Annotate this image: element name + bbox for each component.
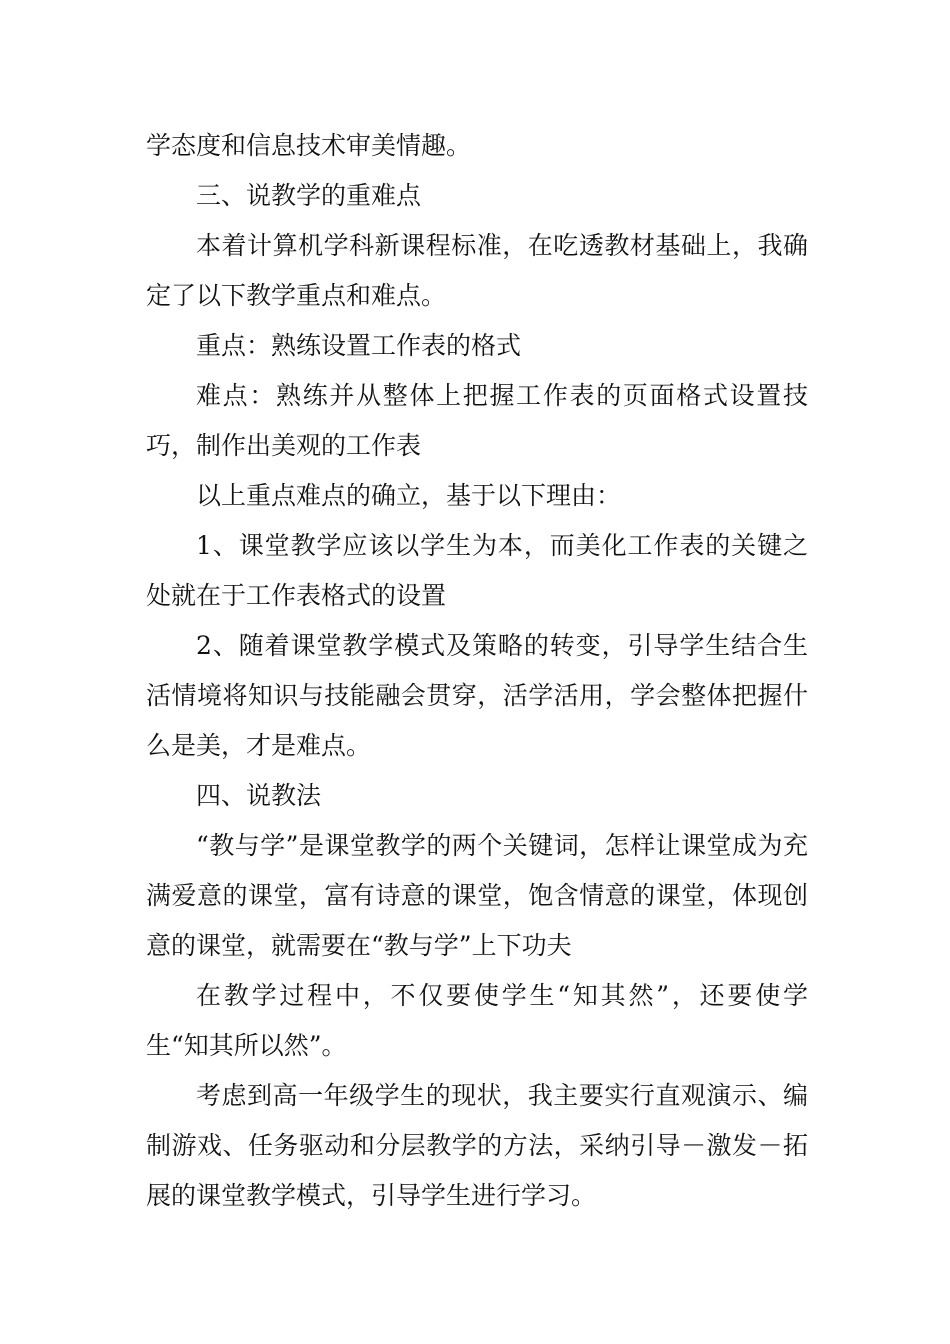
paragraph-key-point: 重点：熟练设置工作表的格式 [196, 331, 522, 360]
section-heading-difficulties: 三、说教学的重难点 [196, 181, 422, 210]
paragraph-continued: 学态度和信息技术审美情趣。 [146, 131, 472, 160]
document-page [146, 121, 808, 1221]
paragraph: 考虑到高一年级学生的现状，我主要实行直观演示、编制游戏、任务驱动和分层教学的方法，采纳引导－激发－拓展的课堂教学模式，引导学生进行学习。 [146, 1081, 808, 1210]
paragraph: 本着计算机学科新课程标准，在吃透教材基础上，我确定了以下教学重点和难点。 [146, 231, 808, 310]
section-heading-teaching-method: 四、说教法 [196, 781, 322, 810]
list-item-reason-1: 1、课堂教学应该以学生为本，而美化工作表的关键之处就在于工作表格式的设置 [146, 531, 808, 610]
paragraph: 在教学过程中，不仅要使学生“知其然”，还要使学生“知其所以然”。 [146, 981, 808, 1060]
paragraph: 以上重点难点的确立，基于以下理由： [196, 481, 622, 510]
paragraph-difficult-point: 难点：熟练并从整体上把握工作表的页面格式设置技巧，制作出美观的工作表 [146, 381, 808, 460]
paragraph: “教与学”是课堂教学的两个关键词，怎样让课堂成为充满爱意的课堂，富有诗意的课堂，饱含情意的课堂，体现创意的课堂，就需要在“教与学”上下功夫 [146, 831, 808, 960]
list-item-reason-2: 2、随着课堂教学模式及策略的转变，引导学生结合生活情境将知识与技能融会贯穿，活学活用，学会整体把握什么是美，才是难点。 [146, 631, 808, 760]
